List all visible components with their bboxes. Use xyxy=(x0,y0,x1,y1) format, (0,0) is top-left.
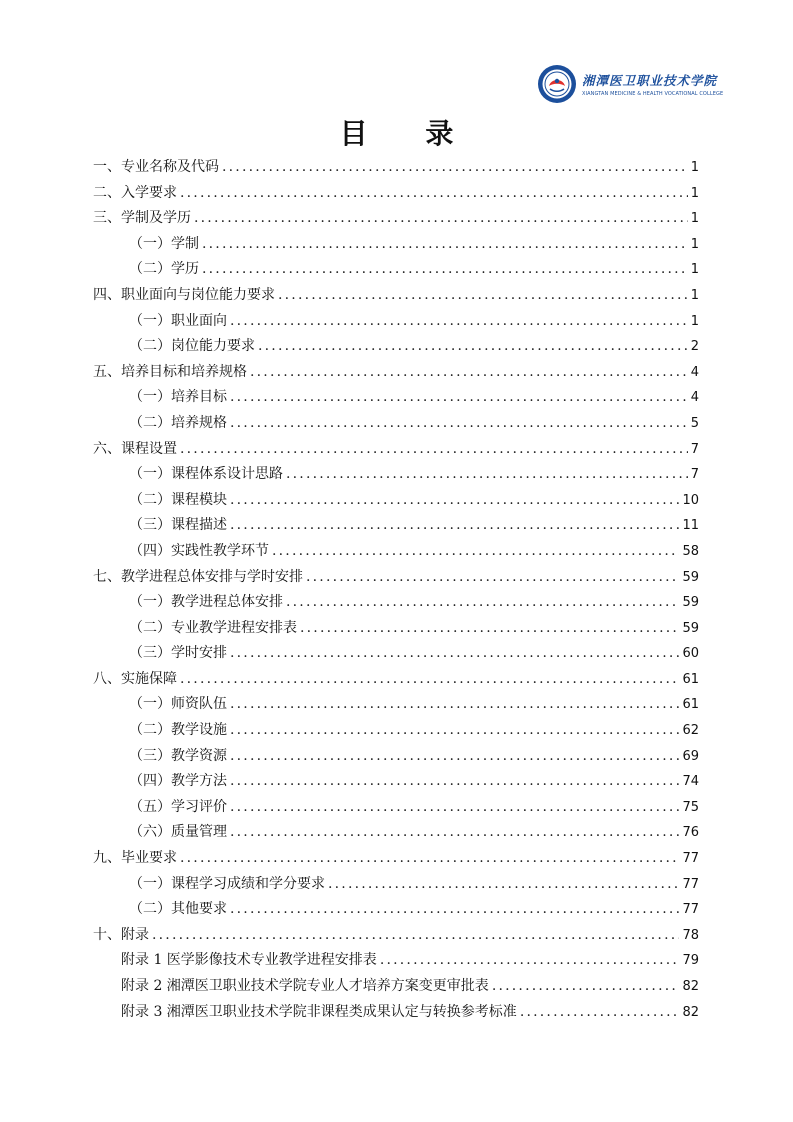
toc-entry-page: 69 xyxy=(682,748,699,764)
toc-leader-dots xyxy=(230,692,679,718)
toc-leader-dots xyxy=(180,437,688,463)
toc-entry[interactable] xyxy=(93,872,699,898)
toc-entry[interactable] xyxy=(93,462,699,488)
toc-entry-page: 82 xyxy=(682,1004,699,1020)
toc-entry[interactable] xyxy=(93,334,699,360)
toc-entry[interactable] xyxy=(93,641,699,667)
toc-entry-page: 82 xyxy=(682,979,699,994)
school-seal-icon xyxy=(537,64,577,104)
toc-leader-dots xyxy=(180,846,679,872)
toc-entry[interactable] xyxy=(93,155,699,181)
toc-entry-label: 七、教学进程总体安排与学时安排 xyxy=(93,568,303,585)
toc-entry-page: 4 xyxy=(690,390,699,406)
toc-entry[interactable] xyxy=(93,488,699,514)
toc-leader-dots xyxy=(230,744,679,770)
toc-leader-dots xyxy=(230,897,679,923)
toc-entry-label: （二）专业教学进程安排表 xyxy=(129,619,297,636)
toc-entry[interactable] xyxy=(93,667,699,693)
toc-entry[interactable] xyxy=(93,437,699,463)
toc-entry[interactable] xyxy=(93,897,699,923)
toc-entry-label: 一、专业名称及代码 xyxy=(93,159,219,175)
toc-entry[interactable] xyxy=(93,513,699,539)
toc-entry[interactable] xyxy=(93,283,699,309)
toc-entry-page: 62 xyxy=(682,723,699,739)
toc-leader-dots xyxy=(230,411,688,437)
table-of-contents xyxy=(93,155,699,1025)
toc-leader-dots xyxy=(202,257,688,283)
toc-leader-dots xyxy=(222,155,688,181)
toc-entry[interactable] xyxy=(93,923,699,949)
toc-entry-label: （二）教学设施 xyxy=(129,722,227,739)
toc-entry[interactable] xyxy=(93,206,699,232)
toc-entry[interactable] xyxy=(93,744,699,770)
toc-entry-label: （六）质量管理 xyxy=(129,824,227,841)
toc-entry-page: 61 xyxy=(682,697,699,713)
toc-leader-dots xyxy=(180,181,688,207)
toc-entry-page: 5 xyxy=(690,415,699,431)
page-title: 目 录 xyxy=(339,117,478,150)
toc-entry-page: 11 xyxy=(682,518,699,534)
toc-entry-label: 附录 1 医学影像技术专业教学进程安排表 xyxy=(121,952,377,969)
toc-entry[interactable] xyxy=(93,616,699,642)
toc-entry-page: 74 xyxy=(682,774,699,790)
toc-leader-dots xyxy=(152,923,679,949)
toc-entry-label: （二）课程模块 xyxy=(129,491,227,508)
toc-entry-label: 十、附录 xyxy=(93,926,149,943)
toc-entry-page: 75 xyxy=(682,799,699,815)
toc-entry[interactable] xyxy=(93,846,699,872)
toc-entry-page: 1 xyxy=(690,313,699,329)
toc-entry[interactable] xyxy=(93,769,699,795)
toc-leader-dots xyxy=(300,616,679,642)
toc-leader-dots xyxy=(286,462,688,488)
toc-entry-label: 附录 3 湘潭医卫职业技术学院非课程类成果认定与转换参考标准 xyxy=(121,1003,517,1020)
toc-entry[interactable] xyxy=(93,360,699,386)
toc-entry[interactable] xyxy=(93,718,699,744)
toc-entry-label: 六、课程设置 xyxy=(93,440,177,457)
toc-leader-dots xyxy=(180,667,679,693)
toc-leader-dots xyxy=(202,232,688,258)
toc-entry-label: 五、培养目标和培养规格 xyxy=(93,363,247,380)
toc-entry[interactable] xyxy=(93,1000,699,1026)
school-name: 湘潭医卫职业技术学院 xyxy=(582,73,718,88)
toc-leader-dots xyxy=(230,309,688,335)
toc-entry-label: （三）教学资源 xyxy=(129,747,227,764)
toc-leader-dots xyxy=(520,1000,680,1026)
toc-entry-page: 1 xyxy=(690,160,699,175)
toc-entry[interactable] xyxy=(93,411,699,437)
toc-entry-label: 二、入学要求 xyxy=(93,184,177,201)
toc-entry-page: 1 xyxy=(690,211,699,227)
toc-entry-page: 59 xyxy=(682,595,699,611)
toc-entry-page: 59 xyxy=(682,569,699,585)
toc-entry-label: （一）课程体系设计思路 xyxy=(129,466,283,483)
toc-leader-dots xyxy=(230,769,679,795)
toc-entry[interactable] xyxy=(93,539,699,565)
toc-entry-page: 77 xyxy=(682,876,699,892)
toc-entry-label: （五）学习评价 xyxy=(129,798,227,815)
toc-leader-dots xyxy=(492,974,680,1000)
toc-entry-page: 77 xyxy=(682,851,699,867)
toc-entry-page: 60 xyxy=(682,646,699,662)
toc-entry-label: 九、毕业要求 xyxy=(93,850,177,867)
toc-leader-dots xyxy=(286,590,679,616)
toc-leader-dots xyxy=(278,283,688,309)
toc-entry-label: （一）教学进程总体安排 xyxy=(129,594,283,611)
toc-leader-dots xyxy=(230,385,688,411)
toc-entry-page: 61 xyxy=(682,671,699,687)
toc-entry-page: 1 xyxy=(690,287,699,303)
toc-entry-label: （一）职业面向 xyxy=(129,312,227,329)
toc-leader-dots xyxy=(230,513,679,539)
toc-entry-page: 1 xyxy=(690,185,699,201)
toc-entry-label: （二）培养规格 xyxy=(129,414,227,431)
toc-entry-label: （一）学制 xyxy=(129,235,199,252)
toc-leader-dots xyxy=(194,206,688,232)
toc-entry-label: （三）课程描述 xyxy=(129,517,227,534)
toc-entry[interactable] xyxy=(93,232,699,258)
toc-entry[interactable] xyxy=(93,565,699,591)
toc-entry[interactable] xyxy=(93,948,699,974)
toc-entry[interactable] xyxy=(93,820,699,846)
toc-leader-dots xyxy=(306,565,679,591)
toc-entry-page: 2 xyxy=(690,339,699,355)
toc-entry-label: 附录 2 湘潭医卫职业技术学院专业人才培养方案变更审批表 xyxy=(121,978,489,994)
toc-entry[interactable] xyxy=(93,181,699,207)
toc-entry[interactable] xyxy=(93,309,699,335)
toc-leader-dots xyxy=(258,334,688,360)
toc-entry-page: 1 xyxy=(690,236,699,252)
toc-leader-dots xyxy=(328,872,679,898)
toc-entry-label: （二）岗位能力要求 xyxy=(129,338,255,355)
toc-leader-dots xyxy=(250,360,688,386)
toc-leader-dots xyxy=(272,539,679,565)
toc-entry-page: 76 xyxy=(682,825,699,841)
toc-entry-label: （三）学时安排 xyxy=(129,645,227,662)
toc-entry-label: 八、实施保障 xyxy=(93,670,177,687)
toc-entry-label: （二）其他要求 xyxy=(129,901,227,918)
toc-entry-page: 10 xyxy=(682,492,699,508)
toc-entry-page: 79 xyxy=(682,953,699,969)
toc-entry-label: 三、学制及学历 xyxy=(93,210,191,227)
toc-leader-dots xyxy=(230,795,679,821)
toc-entry[interactable] xyxy=(93,795,699,821)
toc-entry-label: 四、职业面向与岗位能力要求 xyxy=(93,286,275,303)
toc-entry-label: （二）学历 xyxy=(129,261,199,278)
toc-entry-label: （四）教学方法 xyxy=(129,773,227,790)
school-name-english: XIANGTAN MEDICINE & HEALTH VOCATIONAL COLLEGE xyxy=(582,91,724,97)
toc-entry[interactable] xyxy=(93,692,699,718)
toc-entry-page: 59 xyxy=(682,620,699,636)
toc-entry[interactable] xyxy=(93,974,699,1000)
toc-leader-dots xyxy=(230,820,679,846)
toc-entry[interactable] xyxy=(93,257,699,283)
toc-entry-page: 1 xyxy=(690,262,699,278)
toc-entry-page: 77 xyxy=(682,902,699,918)
toc-entry-label: （四）实践性教学环节 xyxy=(129,542,269,559)
toc-entry-label: （一）师资队伍 xyxy=(129,696,227,713)
toc-entry-label: （一）课程学习成绩和学分要求 xyxy=(129,875,325,892)
toc-entry-page: 4 xyxy=(690,364,699,380)
toc-leader-dots xyxy=(380,948,680,974)
toc-entry-page: 78 xyxy=(682,927,699,943)
toc-entry-label: （一）培养目标 xyxy=(129,389,227,406)
toc-entry-page: 7 xyxy=(690,467,699,483)
toc-entry[interactable] xyxy=(93,385,699,411)
school-logo xyxy=(537,62,724,106)
toc-leader-dots xyxy=(230,718,679,744)
toc-entry-page: 58 xyxy=(682,543,699,559)
toc-entry-page: 7 xyxy=(690,441,699,457)
toc-leader-dots xyxy=(230,488,679,514)
toc-leader-dots xyxy=(230,641,679,667)
toc-entry[interactable] xyxy=(93,590,699,616)
